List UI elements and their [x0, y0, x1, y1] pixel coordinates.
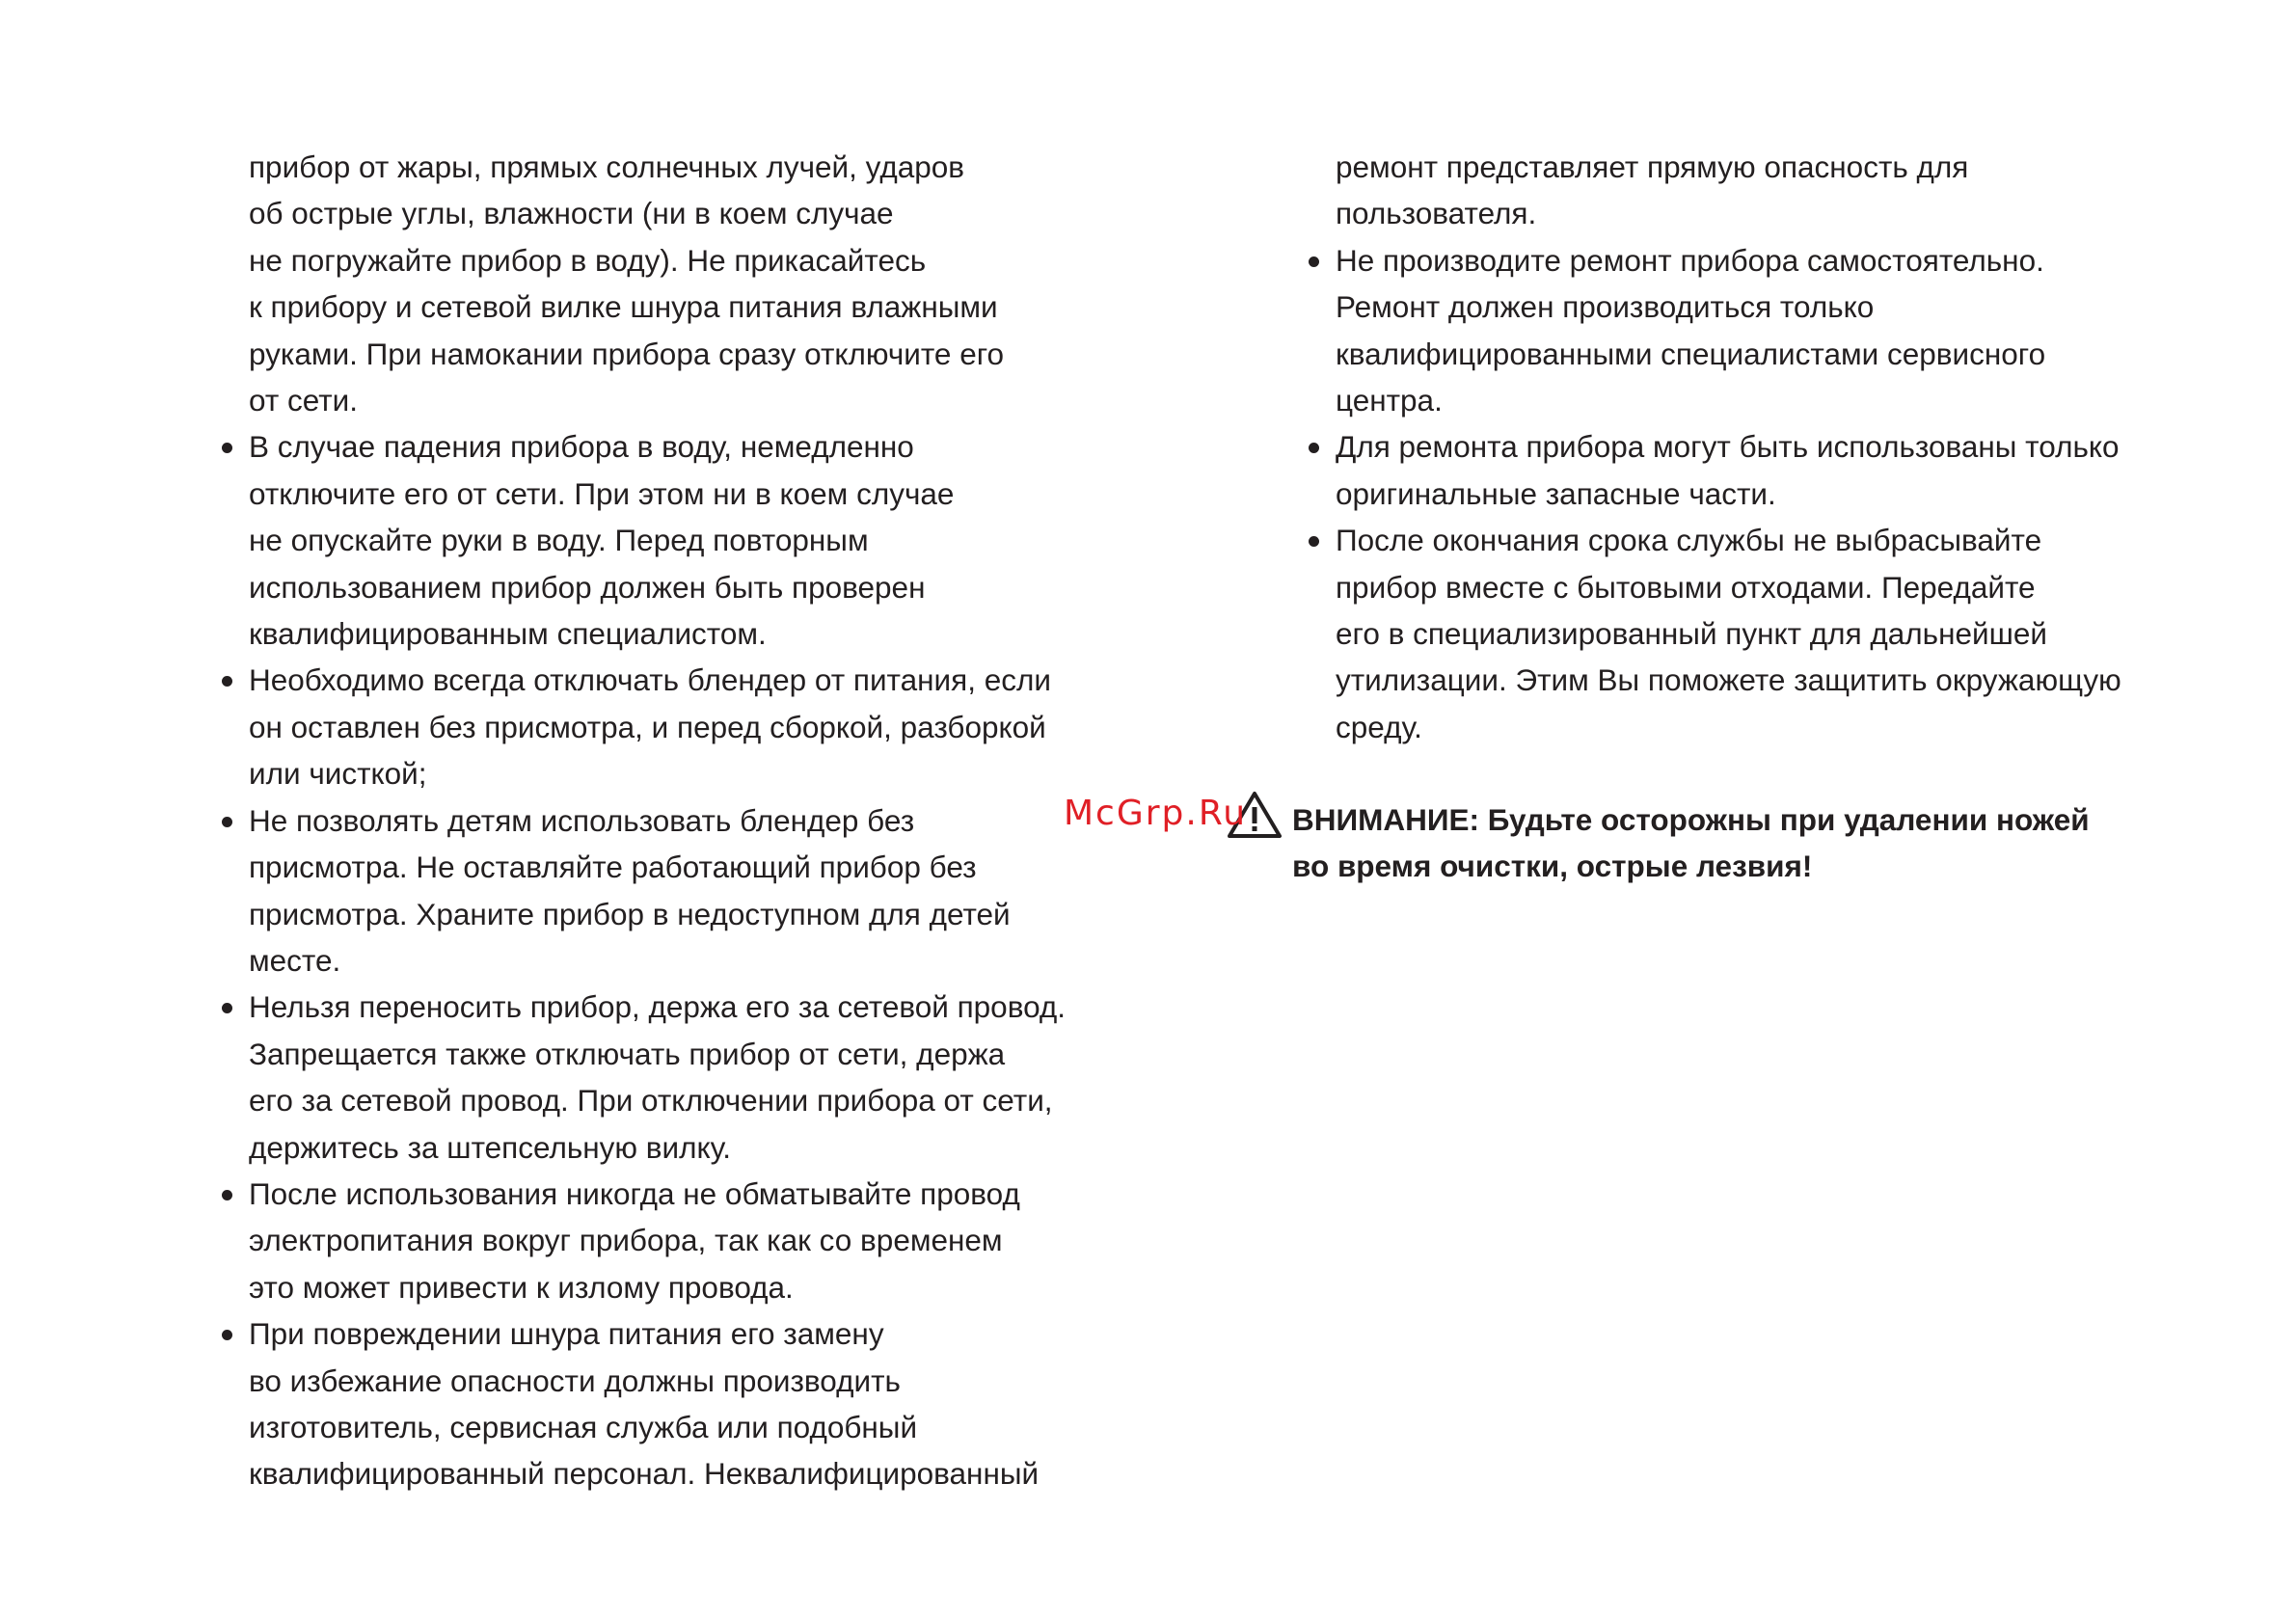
- text-line: Не позволять детям использовать блендер без: [249, 802, 915, 838]
- text-line: Не производите ремонт прибора самостоятельно.: [1336, 242, 2044, 278]
- bullet-item: [249, 423, 1117, 657]
- text-line: электропитания вокруг прибора, так как со временем: [249, 1223, 1003, 1258]
- text-line: во избежание опасности должны производить: [249, 1362, 901, 1398]
- text-line: среду.: [1336, 709, 1422, 744]
- text-line: держитесь за штепсельную вилку.: [249, 1129, 731, 1165]
- text-line: центра.: [1336, 383, 1443, 418]
- text-line: его за сетевой провод. При отключении прибора от сети,: [249, 1083, 1053, 1119]
- text-line: присмотра. Храните прибор в недоступном для детей: [249, 896, 1011, 931]
- paragraph: [1336, 144, 2203, 237]
- left-column: [249, 144, 1117, 1497]
- text-line: После окончания срока службы не выбрасывайте: [1336, 523, 2042, 558]
- text-line: изготовитель, сервисная служба или подобный: [249, 1409, 918, 1444]
- text-line: отключите его от сети. При этом ни в коем случае: [249, 475, 955, 511]
- text-line: руками. При намокании прибора сразу отключите его: [249, 336, 1005, 371]
- text-line: Для ремонта прибора могут быть использованы только: [1336, 429, 2120, 465]
- text-line: оригинальные запасные части.: [1336, 475, 1776, 511]
- text-line: После использования никогда не обматывайте провод: [249, 1175, 1020, 1211]
- text-line: При повреждении шнура питания его замену: [249, 1316, 884, 1352]
- bullet-item: [249, 1310, 1117, 1497]
- text-line: использованием прибор должен быть проверен: [249, 569, 926, 605]
- bullet-item: [1336, 423, 2203, 517]
- text-line: от сети.: [249, 383, 359, 418]
- text-line: об острые углы, влажности (ни в коем случае: [249, 196, 894, 231]
- text-line: Нельзя переносить прибор, держа его за сетевой провод.: [249, 989, 1067, 1025]
- text-line: квалифицированными специалистами сервисного: [1336, 336, 2046, 371]
- text-line: ремонт представляет прямую опасность для: [1336, 149, 1969, 184]
- text-line: прибор от жары, прямых солнечных лучей, ударов: [249, 149, 965, 184]
- warning-line: во время очистки, острые лезвия!: [1292, 849, 1813, 884]
- text-line: его в специализированный пункт для дальнейшей: [1336, 616, 2047, 652]
- text-line: или чисткой;: [249, 756, 427, 792]
- warning-line: ВНИМАНИЕ: Будьте осторожны при удалении ножей: [1292, 802, 2090, 837]
- text-line: Ремонт должен производиться только: [1336, 289, 1875, 325]
- text-line: квалифицированным специалистом.: [249, 616, 767, 652]
- warning-notice: [1292, 796, 2218, 890]
- text-line: утилизации. Этим Вы поможете защитить окружающую: [1336, 662, 2121, 698]
- bullet-item: [1336, 517, 2203, 750]
- text-line: квалифицированный персонал. Неквалифицированный: [249, 1456, 1040, 1492]
- text-line: месте.: [249, 942, 341, 978]
- text-line: он оставлен без присмотра, и перед сборкой, разборкой: [249, 709, 1046, 744]
- text-line: пользователя.: [1336, 196, 1537, 231]
- text-line: прибор вместе с бытовыми отходами. Передайте: [1336, 569, 2036, 605]
- watermark: McGrp.Ru: [1064, 794, 1248, 833]
- bullet-item: [249, 1171, 1117, 1310]
- text-line: не опускайте руки в воду. Перед повторным: [249, 523, 869, 558]
- bullet-item: [249, 984, 1117, 1171]
- bullet-item: [1336, 237, 2203, 424]
- paragraph: [249, 144, 1117, 423]
- text-line: Запрещается также отключать прибор от сети, держа: [249, 1036, 1006, 1071]
- text-line: присмотра. Не оставляйте работающий прибор без: [249, 849, 977, 885]
- text-line: не погружайте прибор в воду). Не прикасайтесь: [249, 242, 927, 278]
- right-column: [1336, 144, 2203, 750]
- bullet-item: [249, 657, 1117, 796]
- text-line: это может привести к излому провода.: [249, 1269, 794, 1305]
- text-line: к прибору и сетевой вилке шнура питания влажными: [249, 289, 998, 325]
- bullet-item: [249, 797, 1117, 984]
- text-line: Необходимо всегда отключать блендер от питания, если: [249, 662, 1051, 698]
- text-line: В случае падения прибора в воду, немедленно: [249, 429, 914, 465]
